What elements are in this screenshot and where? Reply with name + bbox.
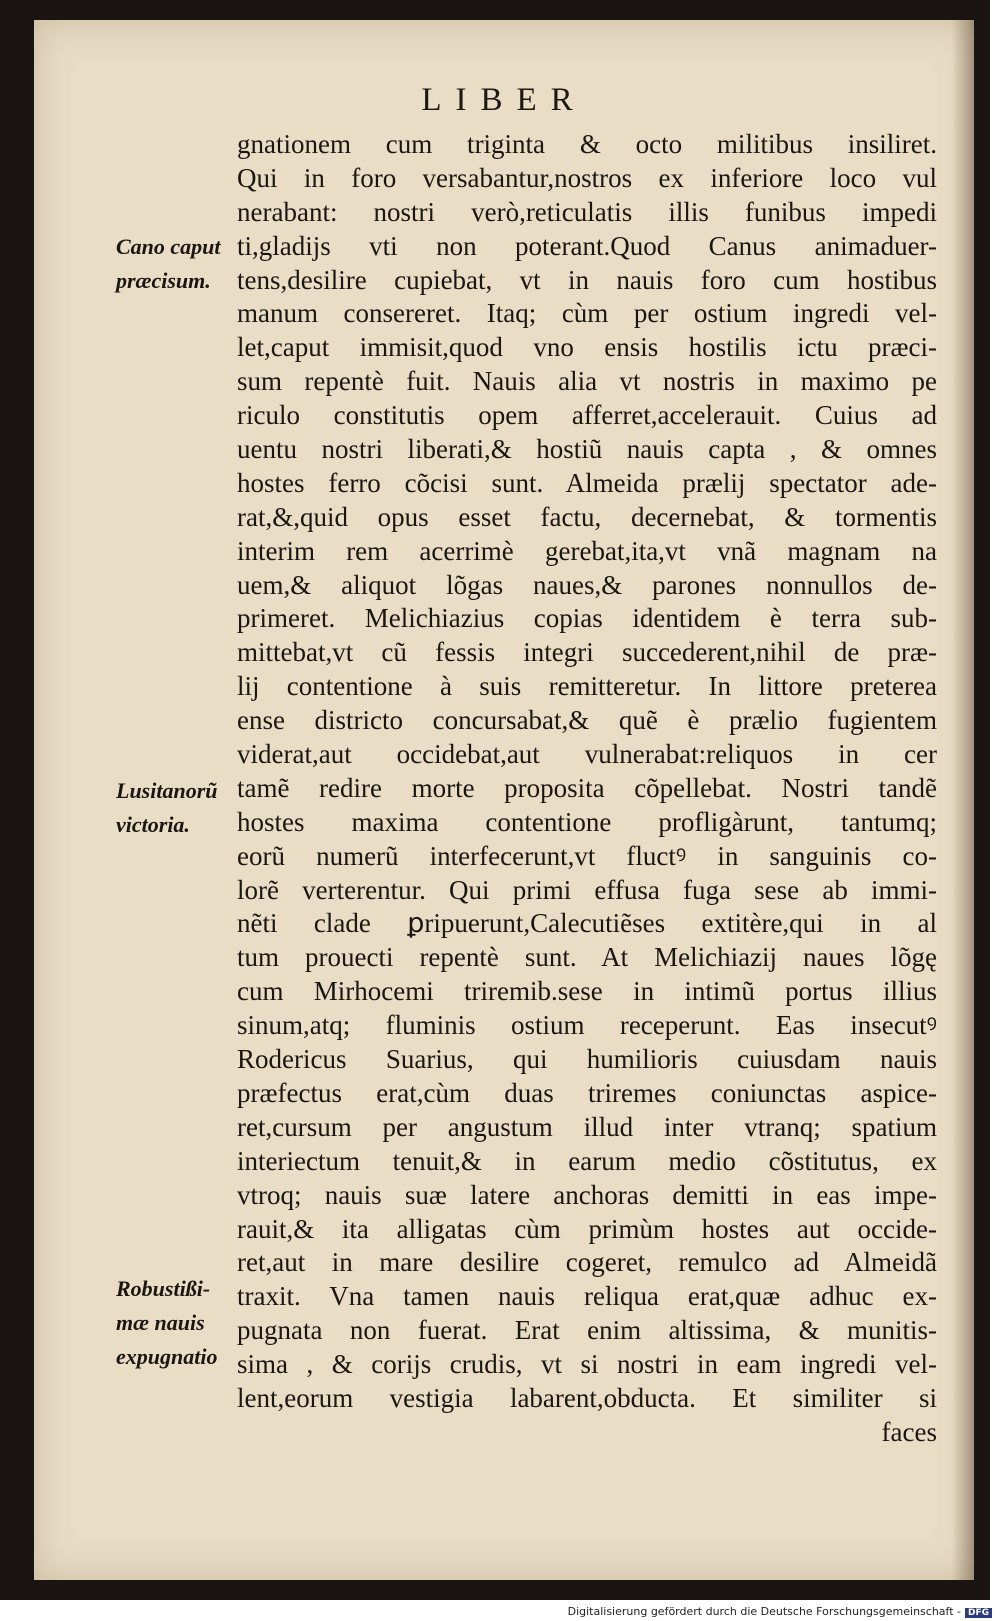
text-line: manum consereret. Itaq; cùm per ostium ingredi vel-: [237, 298, 937, 329]
digitization-credit: [568, 1605, 992, 1618]
text-line: interim rem acerrimè gerebat,ita,vt vnã magnam na: [237, 535, 937, 566]
text-line: eorũ numerũ interfecerunt,vt fluctꝰ in sanguinis co-: [237, 840, 937, 871]
text-line: hostes maxima contentione profligàrunt, tantumq;: [237, 806, 937, 837]
text-line: lij contentione à suis remitteretur. In littore preterea: [237, 671, 937, 702]
text-line: hostes ferro cõcisi sunt. Almeida prælij spectator ade-: [237, 467, 937, 498]
dfg-logo: DFG: [965, 1608, 992, 1618]
text-line: ret,cursum per angustum illud inter vtranq; spatium: [237, 1111, 937, 1142]
text-line: viderat,aut occidebat,aut vulnerabat:reliquos in cer: [237, 739, 937, 770]
credit-text: Digitalisierung gefördert durch die Deutsche Forschungsgemeinschaft -: [567, 1605, 961, 1618]
marginal-note-line: mæ nauis: [116, 1310, 205, 1335]
marginal-note-line: Lusitanorũ: [116, 778, 218, 803]
text-line: uem,& aliquot lõgas naues,& parones nonnullos de-: [237, 569, 937, 600]
text-line: rat,&,quid opus esset factu, decernebat, & tormentis: [237, 501, 937, 532]
text-line: traxit. Vna tamen nauis reliqua erat,quæ adhuc ex-: [237, 1281, 937, 1312]
text-line: primeret. Melichiazius copias identidem è terra sub-: [237, 603, 937, 634]
text-line: uentu nostri liberati,& hostiũ nauis capta , & omnes: [237, 434, 937, 465]
text-line: rauit,& ita alligatas cùm primùm hostes aut occide-: [237, 1213, 937, 1244]
text-line: lent,eorum vestigia labarent,obducta. Et similiter si: [237, 1382, 937, 1413]
marginal-note-line: victoria.: [116, 812, 190, 837]
text-line: sum repentè fuit. Nauis alia vt nostris in maximo pe: [237, 366, 937, 397]
catchword: faces: [881, 1416, 937, 1447]
text-line: Qui in foro versabantur,nostros ex inferiore loco vul: [237, 162, 937, 193]
text-line: tamẽ redire morte proposita cõpellebat. Nostri tandẽ: [237, 772, 937, 803]
running-head: LIBER: [421, 82, 587, 118]
text-line: sinum,atq; fluminis ostium receperunt. Eas insecutꝰ: [237, 1010, 937, 1041]
page-gutter-shadow: [952, 20, 974, 1580]
text-line: lorẽ verterentur. Qui primi effusa fuga sese ab immi-: [237, 874, 937, 905]
text-line: nẽti clade ꝑripuerunt,Calecutiẽses extitère,qui in al: [237, 908, 937, 939]
text-line: mittebat,vt cũ fessis integri succederent,nihil de præ-: [237, 637, 937, 668]
marginal-note-line: præcisum.: [116, 268, 211, 293]
marginal-note-line: Robustißi-: [116, 1276, 211, 1301]
marginal-note-line: expugnatio: [116, 1344, 218, 1369]
body-text: [237, 128, 937, 1450]
text-line: ense districto concursabat,& quẽ è prælio fugientem: [237, 705, 937, 736]
marginal-note: [116, 774, 256, 842]
text-line: interiectum tenuit,& in earum medio cõstitutus, ex: [237, 1145, 937, 1176]
text-line: vtroq; nauis suæ latere anchoras demitti in eas impe-: [237, 1179, 937, 1210]
marginal-note: [116, 1272, 256, 1374]
text-line: præfectus erat,cùm duas triremes coniunctas aspice-: [237, 1077, 937, 1108]
text-line: pugnata non fuerat. Erat enim altissima, & munitis-: [237, 1315, 937, 1346]
text-line: gnationem cum triginta & octo militibus insiliret.: [237, 129, 937, 159]
text-line: Rodericus Suarius, qui humilioris cuiusdam nauis: [237, 1044, 937, 1075]
marginal-note: [116, 230, 256, 298]
text-line: sima , & corijs crudis, vt si nostri in eam ingredi vel-: [237, 1349, 937, 1380]
book-page: [34, 20, 974, 1580]
text-line: ret,aut in mare desilire cogeret, remulco ad Almeidã: [237, 1247, 937, 1278]
text-line: tum prouecti repentè sunt. At Melichiazij naues lõgę: [237, 942, 937, 973]
text-line: riculo constitutis opem afferret,accelerauit. Cuius ad: [237, 400, 937, 431]
text-line: nerabant: nostri verò,reticulatis illis funibus impedi: [237, 196, 937, 227]
marginal-note-line: Cano caput: [116, 234, 221, 259]
text-line: ti,gladijs vti non poterant.Quod Canus animaduer-: [237, 230, 937, 261]
text-line: cum Mirhocemi triremib.sese in intimũ portus illius: [237, 976, 937, 1007]
text-line: tens,desilire cupiebat, vt in nauis foro cum hostibus: [237, 264, 937, 295]
text-line: let,caput immisit,quod vno ensis hostilis ictu præci-: [237, 332, 937, 363]
